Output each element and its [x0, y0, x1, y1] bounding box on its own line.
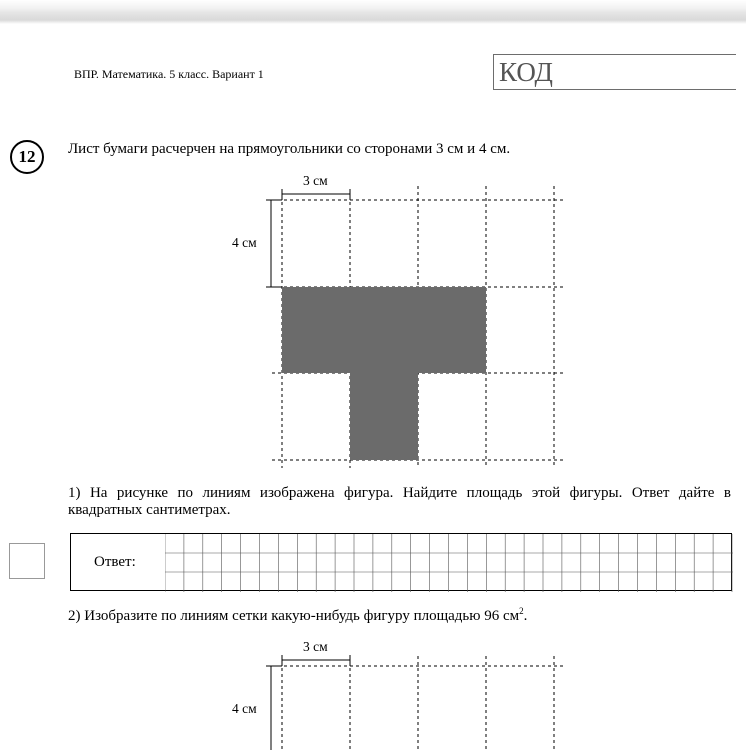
width-label-2: 3 см [303, 639, 328, 654]
task-number-badge: 12 [10, 140, 44, 174]
height-dimension-marker-2 [266, 666, 282, 750]
question-1-text: 1) На рисунке по линиям изображена фигура. Найдите площадь этой фигуры. Ответ дайте в квадратных сантиметрах. [68, 485, 731, 518]
height-label: 4 см [232, 235, 257, 250]
question-2-text-main: 2) Изобразите по линиям сетки какую-нибудь фигуру площадью 96 см [68, 608, 520, 624]
answer-label: Ответ: [94, 554, 136, 570]
height-label-2: 4 см [232, 701, 257, 716]
width-label: 3 см [303, 173, 328, 188]
task-intro-text: Лист бумаги расчерчен на прямоугольники со сторонами 3 см и 4 см. [68, 141, 511, 157]
page-header-title: ВПР. Математика. 5 класс. Вариант 1 [74, 67, 264, 81]
question-2-text-end: . [523, 608, 528, 624]
question-2-superscript: 2 [519, 606, 524, 616]
width-dimension-marker-2 [282, 655, 350, 666]
code-field[interactable]: КОД [493, 54, 736, 90]
figure-2-gridlines [272, 656, 566, 750]
